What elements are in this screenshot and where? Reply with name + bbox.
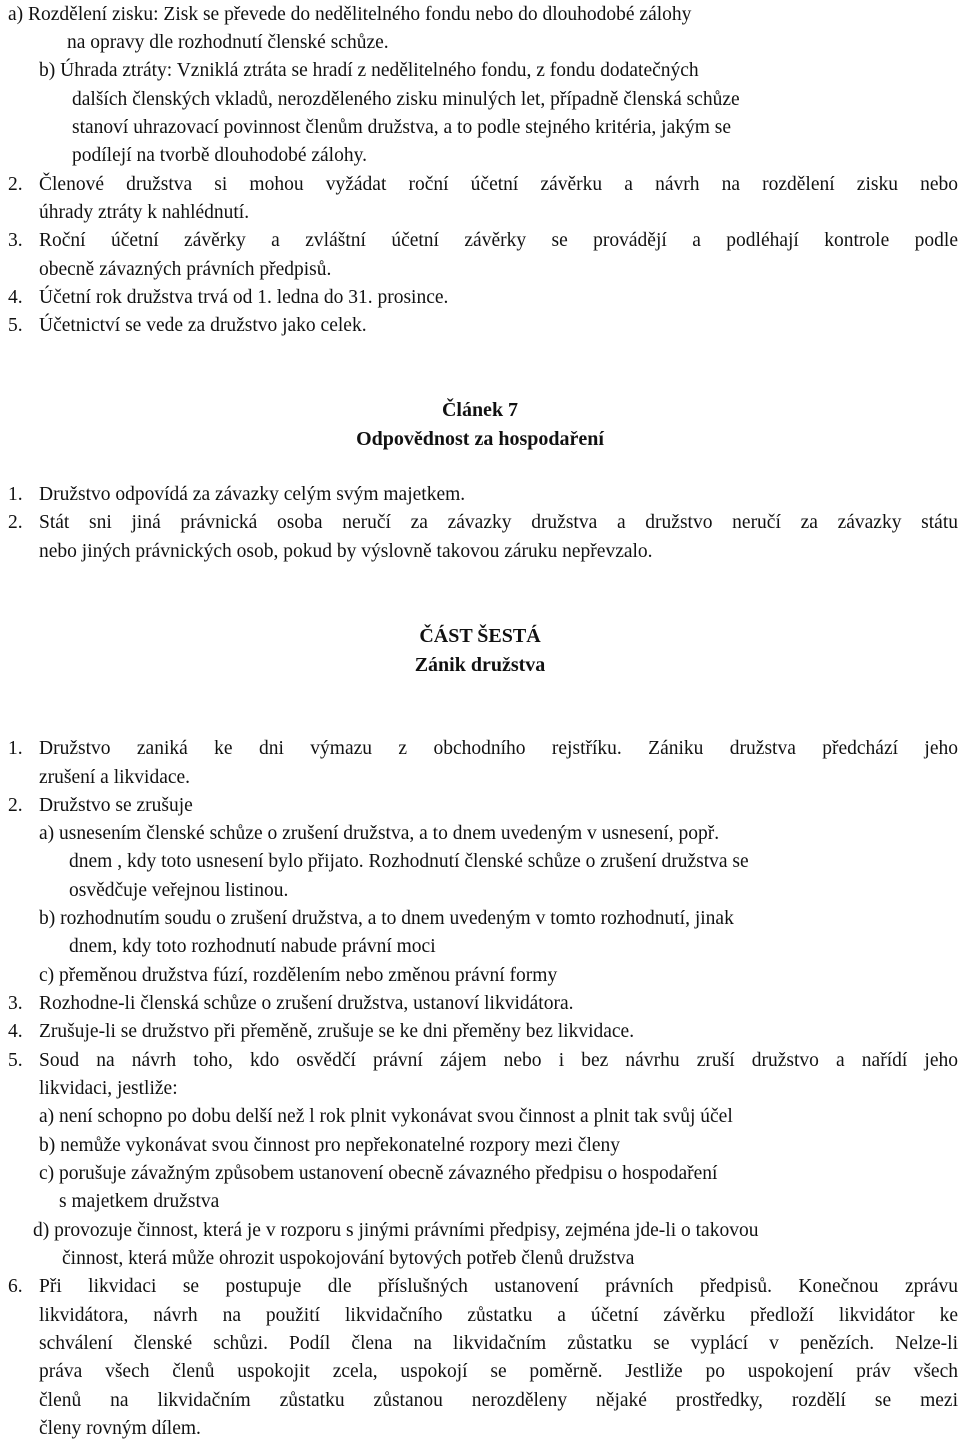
text-line: a) usnesením členské schůze o zrušení družstva, a to dnem uvedeným v usnesení, popř. [39,823,720,844]
text-line: Družstvo se zrušuje [39,795,193,816]
text-line: členů na likvidačním zůstatku zůstanou nerozděleny nějaké prostředky, rozdělí se mezi [39,1390,958,1411]
text-line: Členové družstva si mohou vyžádat roční účetní závěrku a návrh na rozdělení zisku nebo [39,174,958,195]
text-line: likvidaci, jestliže: [39,1078,178,1099]
text-line: b) Úhrada ztráty: Vzniklá ztráta se hradí z nedělitelného fondu, z fondu dodatečných [39,60,699,81]
item-number: 2. [8,512,23,533]
text-line: d) provozuje činnost, která je v rozporu s jinými právními předpisy, zejména jde-li o takovou [33,1220,759,1241]
text-line: práva všech členů uspokojit zcela, uspokojí se poměrně. Jestliže po uspokojení práv všech [39,1361,958,1382]
text-line: c) přeměnou družstva fúzí, rozdělením nebo změnou právní formy [39,965,558,986]
text-line: Rozhodne-li členská schůze o zrušení družstva, ustanoví likvidátora. [39,993,574,1014]
text-line: Roční účetní závěrky a zvláštní účetní závěrky se provádějí a podléhají kontrole podle [39,230,958,251]
item-number: 4. [8,1021,23,1042]
text-line: a) není schopno po dobu delší než l rok plnit vykonávat svou činnost a plnit tak svůj účel [39,1106,733,1127]
item-number: 1. [8,484,23,505]
item-number: 5. [8,1050,23,1071]
text-line: na opravy dle rozhodnutí členské schůze. [67,32,389,53]
text-line: podílejí na tvorbě dlouhodobé zálohy. [72,145,367,166]
text-line: Účetnictví se vede za družstvo jako celek. [39,315,367,336]
item-number: 6. [8,1276,23,1297]
item-number: 3. [8,230,23,251]
text-line: Zrušuje-li se družstvo při přeměně, zrušuje se ke dni přeměny bez likvidace. [39,1021,635,1042]
text-line: Stát sni jiná právnická osoba neručí za závazky družstva a družstvo neručí za závazky státu [39,512,958,533]
item-number: 2. [8,795,23,816]
text-line: dnem, kdy toto rozhodnutí nabude právní moci [69,936,436,957]
item-number: 5. [8,315,23,336]
article-title: Článek 7 [441,399,519,421]
text-line: dnem , kdy toto usnesení bylo přijato. Rozhodnutí členské schůze o zrušení družstva se [69,851,749,872]
text-line: dalších členských vkladů, nerozděleného zisku minulých let, případně členská schůze [72,89,740,110]
text-line: b) rozhodnutím soudu o zrušení družstva, a to dnem uvedeným v tomto rozhodnutí, jinak [39,908,734,929]
item-number: 2. [8,174,23,195]
part-title: ČÁST ŠESTÁ [419,625,541,647]
text-line: nebo jiných právnických osob, pokud by výslovně takovou záruku nepřevzalo. [39,541,653,562]
text-line: b) nemůže vykonávat svou činnost pro nepřekonatelné rozpory mezi členy [39,1135,621,1156]
item-number: 4. [8,287,23,308]
text-line: úhrady ztráty k nahlédnutí. [39,202,250,223]
article-subtitle: Odpovědnost za hospodaření [356,428,604,450]
text-line: likvidátora, návrh na použití likvidačního zůstatku a účetní závěrku předloží likvidátor ke [39,1305,958,1326]
text-line: schválení členské schůzi. Podíl člena na likvidačním zůstatku se vyplácí v penězích. Nelze-li [39,1333,958,1354]
text-line: obecně závazných právních předpisů. [39,259,332,280]
text-line: osvědčuje veřejnou listinou. [69,880,289,901]
text-line: Při likvidaci se postupuje dle příslušných ustanovení právních předpisů. Konečnou zprávu [39,1276,958,1297]
text-line: zrušení a likvidace. [39,767,191,788]
item-number: 1. [8,738,23,759]
text-line: Družstvo odpovídá za závazky celým svým majetkem. [39,484,466,505]
text-line: Účetní rok družstva trvá od 1. ledna do 31. prosince. [39,287,449,308]
text-line: c) porušuje závažným způsobem ustanovení obecně závazného předpisu o hospodaření [39,1163,718,1184]
text-line: činnost, která může ohrozit uspokojování bytových potřeb členů družstva [62,1248,635,1269]
part-subtitle: Zánik družstva [414,654,546,676]
text-line: s majetkem družstva [59,1191,220,1212]
item-number: 3. [8,993,23,1014]
text-line: Družstvo zaniká ke dni výmazu z obchodního rejstříku. Zániku družstva předchází jeho [39,738,958,759]
text-line: stanoví uhrazovací povinnost členům družstva, a to podle stejného kritéria, jakým se [72,117,732,138]
text-line: Soud na návrh toho, kdo osvědčí právní zájem nebo i bez návrhu zruší družstvo a nařídí jeho [39,1050,958,1071]
text-line: a) Rozdělení zisku: Zisk se převede do nedělitelného fondu nebo do dlouhodobé zálohy [8,4,692,25]
text-line: členy rovným dílem. [39,1418,201,1439]
